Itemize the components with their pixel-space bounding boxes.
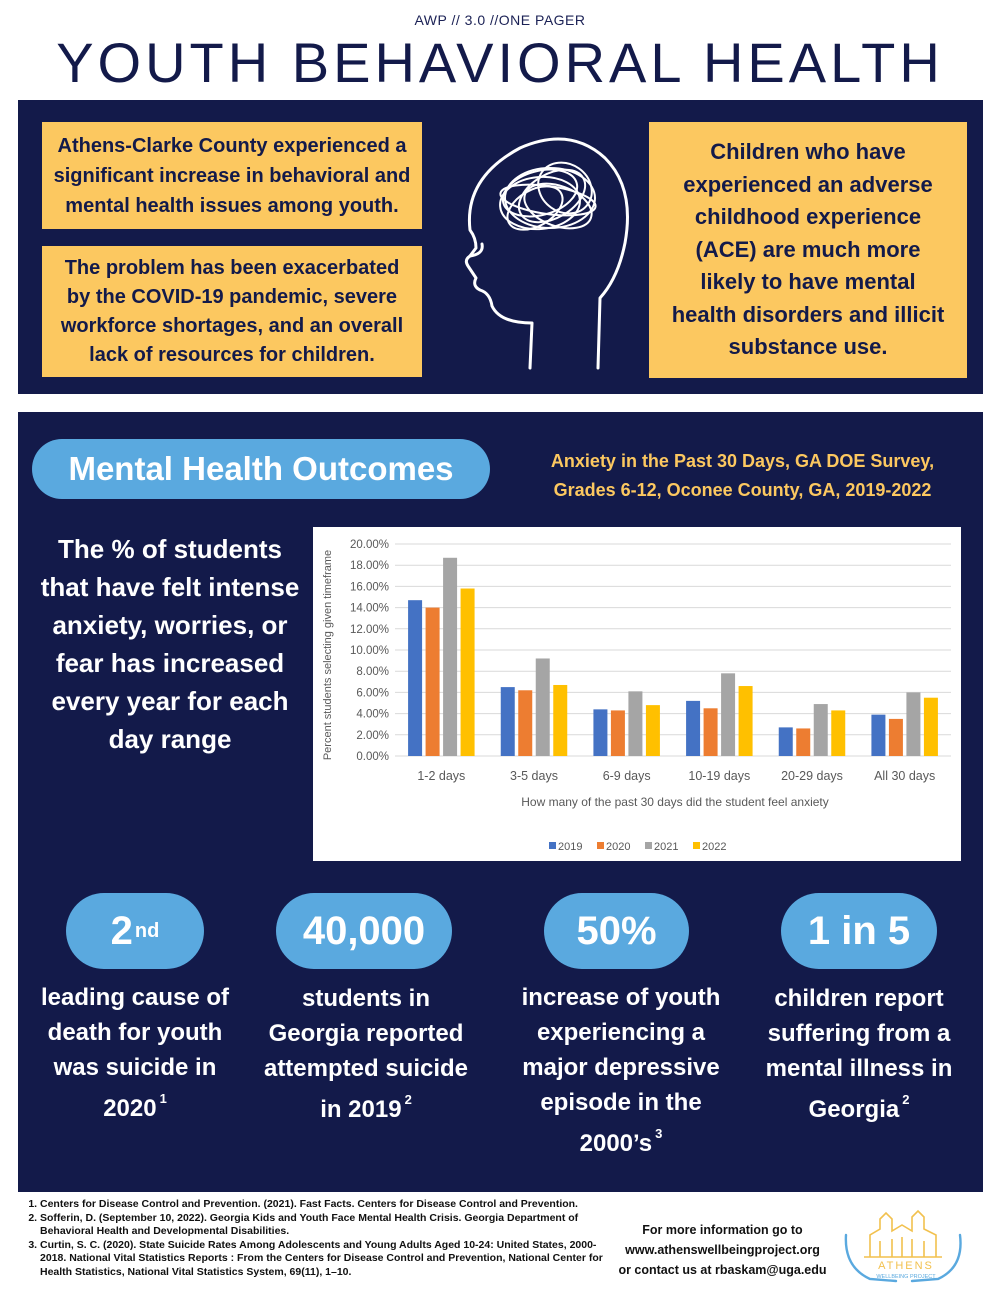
chart-ytick-label: 0.00% <box>356 751 389 763</box>
chart-bar <box>593 709 607 756</box>
reference-marker: 2 <box>902 1092 910 1107</box>
chart-ylabel: Percent students selecting given timeframe <box>322 549 334 761</box>
stat-description: students in Georgia reported attempted suicide in 2019 <box>263 985 469 1123</box>
chart-legend-swatch <box>597 842 604 849</box>
chart-bar <box>831 710 845 756</box>
stat-description: increase of youth experiencing a major depressive episode in the 2000’s <box>521 984 721 1157</box>
chart-bar <box>721 673 735 756</box>
reference-marker: 2 <box>404 1092 412 1107</box>
head-tangled-thoughts-icon <box>440 118 640 380</box>
chart-bar <box>796 728 810 756</box>
chart-bar <box>408 600 422 756</box>
anxiety-intro-text: The % of students that have felt intense anxiety, worries, or fear has increased every year for each day range <box>40 534 300 754</box>
chart-ytick-label: 20.00% <box>349 539 389 551</box>
stat-value-50-percent: 50% <box>544 893 689 969</box>
website-link[interactable]: www.athenswellbeingproject.org <box>625 1243 820 1257</box>
chart-ytick-label: 16.00% <box>349 581 389 594</box>
chart-svg <box>313 527 961 861</box>
chart-ytick-label: 2.00% <box>356 729 389 742</box>
chart-ytick-label: 18.00% <box>349 560 389 573</box>
chart-xlabel: How many of the past 30 days did the student feel anxiety <box>521 795 829 809</box>
chart-ytick-label: 6.00% <box>356 687 389 700</box>
reference-item: 3. Curtin, S. C. (2020). State Suicide Rates Among Adolescents and Young Adults Aged 10-24: United States, 2000-2018. National Vital Statistics Reports : From the Centers for Disease Control and Prevention, National Center for Health Statistics, National Vital Statistics System, 69(11), 1–10. <box>40 1239 620 1280</box>
anxiety-bar-chart <box>313 527 961 861</box>
stat-value-second-leading <box>66 893 204 969</box>
contact-line: For more information go to <box>642 1223 803 1237</box>
chart-legend-label: 2020 <box>606 841 631 853</box>
reference-marker: 1 <box>159 1091 167 1106</box>
email-contact[interactable]: or contact us at rbaskam@uga.edu <box>618 1263 827 1277</box>
chart-title-line1: Anxiety in the Past 30 Days, GA DOE Survey, <box>550 451 935 471</box>
page-subtitle: AWP // 3.0 //ONE PAGER <box>414 12 586 28</box>
chart-xtick-label: 10-19 days <box>688 769 751 783</box>
chart-ytick-label: 8.00% <box>356 666 389 679</box>
stat-text-suicide-cause <box>40 980 230 1126</box>
chart-bar <box>871 715 885 756</box>
section-heading-mental-health-outcomes: Mental Health Outcomes <box>32 439 490 499</box>
reference-item: 2. Sofferin, D. (September 10, 2022). Georgia Kids and Youth Face Mental Health Crisis. Georgia Department of Behavioral Health and Developmental Disabilities. <box>40 1212 620 1239</box>
chart-ytick-label: 12.00% <box>349 623 389 636</box>
stat-text-attempted-suicide <box>256 981 476 1127</box>
fact-box-covid-exacerbated: The problem has been exacerbated by the COVID-19 pandemic, severe workforce shortages, and an overall lack of resources for children. <box>42 246 422 377</box>
stat-value-40000: 40,000 <box>276 893 452 969</box>
chart-bar <box>518 690 532 756</box>
chart-bar <box>461 589 475 756</box>
reference-item: 1. Centers for Disease Control and Prevention. (2021). Fast Facts. Centers for Disease Control and Prevention. <box>40 1198 620 1212</box>
logo-name: ATHENS <box>878 1260 934 1272</box>
stat-text-mental-illness <box>762 981 956 1127</box>
chart-legend-label: 2019 <box>558 841 583 853</box>
stat-value-1-in-5: 1 in 5 <box>781 893 937 969</box>
chart-title <box>505 447 980 505</box>
chart-bar <box>611 710 625 756</box>
chart-bar <box>704 708 718 756</box>
chart-xtick-label: 3-5 days <box>510 769 558 783</box>
chart-bar <box>779 727 793 756</box>
references-list <box>28 1198 620 1279</box>
stat-description: leading cause of death for youth was suicide in 2020 <box>40 984 230 1122</box>
page-title: YOUTH BEHAVIORAL HEALTH <box>56 31 944 94</box>
chart-title-line2: Grades 6-12, Oconee County, GA, 2019-2022 <box>553 480 932 500</box>
contact-info <box>615 1220 830 1280</box>
chart-bar <box>906 692 920 756</box>
chart-bar <box>426 608 440 756</box>
stat-description: children report suffering from a mental illness in Georgia <box>765 985 953 1123</box>
stat-value: 2 <box>110 908 133 953</box>
chart-bar <box>443 558 457 756</box>
chart-bar <box>686 701 700 756</box>
chart-bar <box>501 687 515 756</box>
chart-xtick-label: 6-9 days <box>602 769 651 783</box>
fact-box-ace: Children who have experienced an adverse childhood experience (ACE) are much more likely to have mental health disorders and illicit substance use. <box>649 122 967 378</box>
chart-bar <box>889 719 903 756</box>
chart-xtick-label: 20-29 days <box>781 769 843 783</box>
chart-bar <box>553 685 567 756</box>
chart-bar <box>924 698 938 756</box>
chart-bar <box>814 704 828 756</box>
chart-legend-swatch <box>549 842 556 849</box>
chart-bar <box>536 658 550 756</box>
chart-xtick-label: All 30 days <box>874 769 936 783</box>
stat-text-depressive-episode <box>510 980 732 1161</box>
chart-ytick-label: 10.00% <box>349 645 389 657</box>
chart-legend-label: 2022 <box>702 841 727 853</box>
chart-xtick-label: 1-2 days <box>417 769 466 783</box>
chart-legend-swatch <box>645 842 652 849</box>
chart-bar <box>739 686 753 756</box>
logo-subtitle: WELLBEING PROJECT <box>876 1274 936 1280</box>
chart-legend-label: 2021 <box>654 841 679 853</box>
fact-box-county-increase: Athens-Clarke County experienced a significant increase in behavioral and mental health issues among youth. <box>42 122 422 229</box>
stat-value-suffix: nd <box>134 919 160 942</box>
chart-bar <box>628 691 642 756</box>
chart-ytick-label: 4.00% <box>356 708 389 721</box>
reference-marker: 3 <box>655 1126 663 1141</box>
athens-wellbeing-logo <box>840 1205 975 1287</box>
chart-ytick-label: 14.00% <box>349 602 389 615</box>
chart-bar <box>646 705 660 756</box>
chart-legend-swatch <box>693 842 700 849</box>
